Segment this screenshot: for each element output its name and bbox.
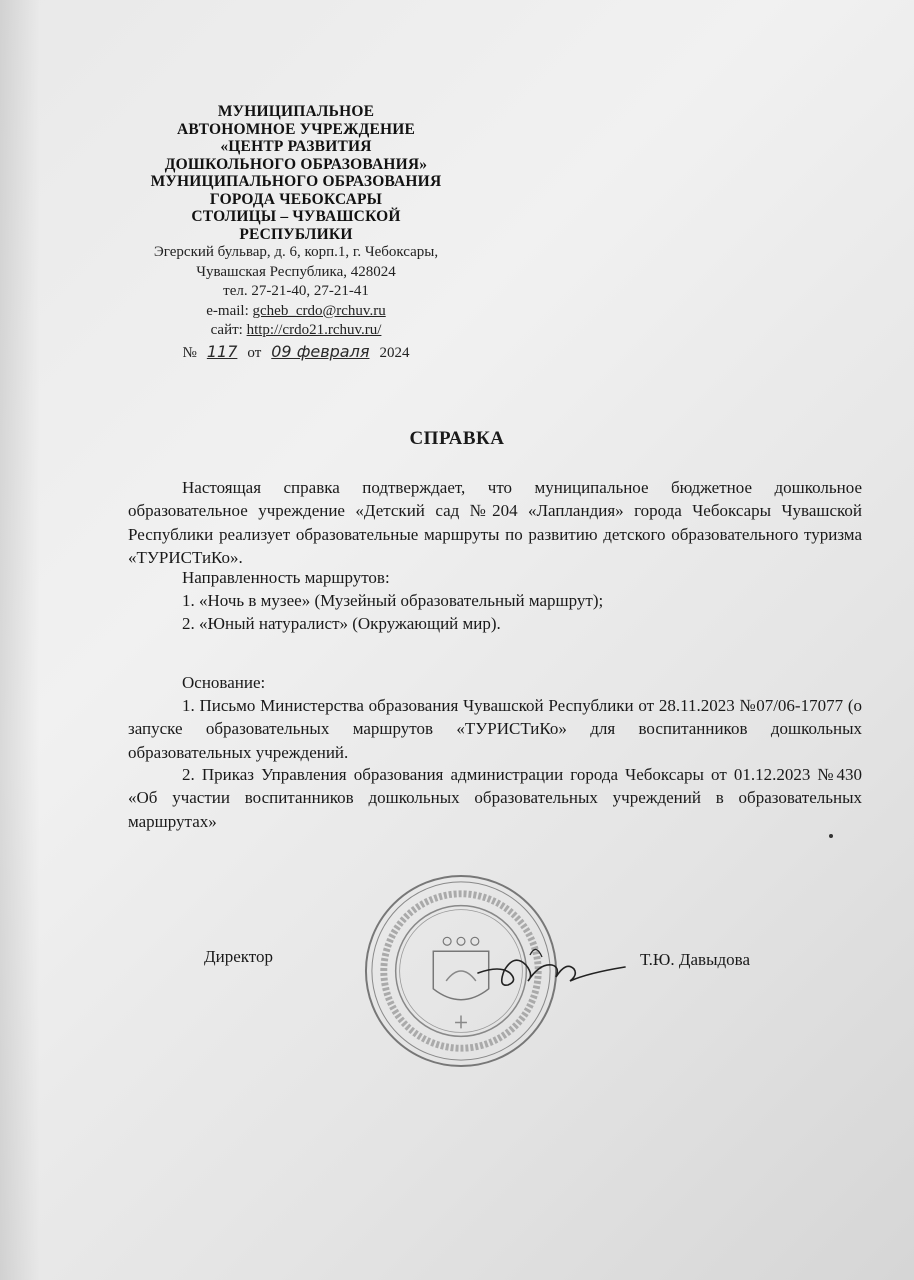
org-name-line: «ЦЕНТР РАЗВИТИЯ (220, 138, 372, 155)
reg-year: 2024 (379, 344, 410, 361)
signatory-position: Директор (204, 947, 273, 966)
address-line: Чувашская Республика, 428024 (196, 263, 396, 280)
org-name-line: РЕСПУБЛИКИ (239, 225, 353, 243)
page-shadow (0, 0, 40, 1280)
site-label: сайт: (210, 322, 247, 338)
reg-no-handwritten: 117 (206, 341, 238, 361)
phone-line: тел. 27-21-40, 27-21-41 (223, 283, 369, 299)
intro-paragraph: Настоящая справка подтверждает, что муниципальное бюджетное дошкольное образовательное учреждение «Детский сад №204 «Лапландия» города Чебоксары Чувашской Республики реализует образовательные маршруты по развитию детского образовательного туризма «ТУРИСТиКо». (128, 478, 862, 567)
org-name-line: АВТОНОМНОЕ УЧРЕЖДЕНИЕ (176, 120, 416, 138)
basis-item: 2. Приказ Управления образования администрации города Чебоксары от 01.12.2023 №430 «Об участии воспитанников дошкольных образовательных учреждений в образовательных маршрутах» (128, 765, 862, 831)
email-link[interactable]: gcheb_crdo@rchuv.ru (252, 302, 386, 319)
org-name-line: СТОЛИЦЫ – ЧУВАШСКОЙ (191, 208, 401, 225)
reg-no-label: № (182, 344, 197, 361)
route-item: 1. «Ночь в музее» (Музейный образовательный маршрут); (182, 591, 604, 610)
letterhead (140, 103, 452, 363)
reg-date-handwritten: 09 февраля (271, 341, 370, 361)
director-signature (470, 935, 630, 995)
email-label: e-mail: (206, 302, 253, 319)
route-item: 2. «Юный натуралист» (Окружающий мир). (182, 614, 501, 633)
site-link[interactable]: http://crdo21.rchuv.ru/ (246, 322, 382, 338)
registration-line (140, 342, 452, 363)
reg-from-label: от (247, 344, 262, 361)
address-line: Эгерский бульвар, д. 6, корп.1, г. Чебоксары, (153, 244, 439, 260)
org-name-line: МУНИЦИПАЛЬНОЕ (217, 103, 375, 120)
ink-dot (829, 834, 833, 838)
org-name-line: МУНИЦИПАЛЬНОГО ОБРАЗОВАНИЯ (150, 173, 442, 190)
email-line (140, 302, 452, 322)
signatory-name: Т.Ю. Давыдова (640, 950, 750, 969)
basis-label: Основание: (182, 673, 266, 692)
direction-label: Направленность маршрутов: (182, 568, 390, 587)
site-line (140, 321, 452, 341)
org-name-line: ГОРОДА ЧЕБОКСАРЫ (209, 190, 383, 208)
document-title: СПРАВКА (409, 428, 505, 449)
basis-item: 1. Письмо Министерства образования Чувашской Республики от 28.11.2023 №07/06-17077 (о запуске образовательных маршрутов «ТУРИСТиКо» для воспитанников дошкольных образовательных учреждений. (128, 696, 862, 762)
org-name-line: ДОШКОЛЬНОГО ОБРАЗОВАНИЯ» (164, 155, 428, 173)
